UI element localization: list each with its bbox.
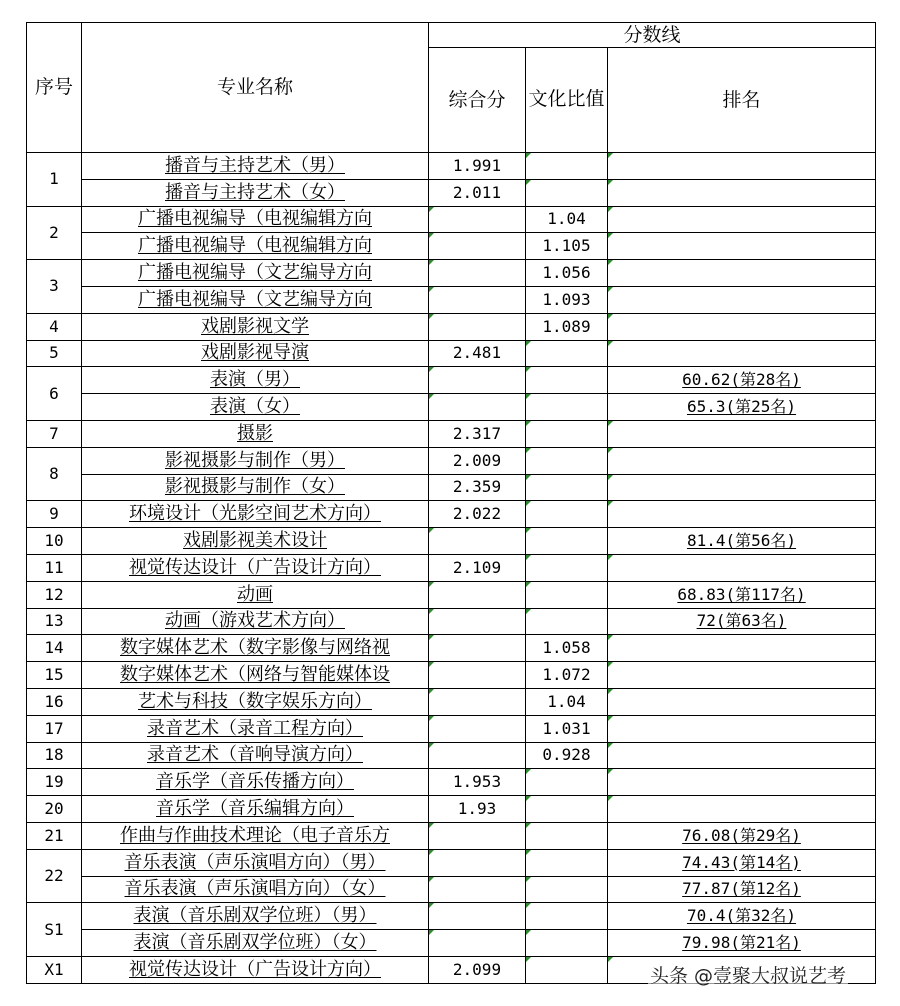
composite-score <box>429 688 526 715</box>
table-row <box>27 876 876 903</box>
row-index: 3 <box>27 260 82 314</box>
rank-value: 68.83(第117名) <box>677 584 806 604</box>
table-row <box>27 554 876 581</box>
culture-ratio <box>526 420 608 447</box>
rank-value: 70.4(第32名) <box>686 906 797 926</box>
table-row <box>27 340 876 367</box>
major-name-cell <box>82 206 429 233</box>
major-name-cell <box>82 581 429 608</box>
header-composite: 综合分 <box>429 48 526 153</box>
row-index: 2 <box>27 206 82 260</box>
composite-score <box>429 394 526 421</box>
row-index: 21 <box>27 822 82 849</box>
major-name: 影视摄影与制作（男） <box>165 449 345 471</box>
culture-ratio: 1.056 <box>526 260 608 287</box>
major-name-cell <box>82 313 429 340</box>
rank-cell <box>608 474 876 501</box>
header-score-line: 分数线 <box>429 23 876 48</box>
culture-ratio <box>526 796 608 823</box>
rank-value: 79.98(第21名) <box>682 933 801 952</box>
culture-ratio: 1.072 <box>526 662 608 689</box>
row-index: 17 <box>27 715 82 742</box>
culture-ratio <box>526 554 608 581</box>
culture-ratio <box>526 340 608 367</box>
culture-ratio <box>526 956 608 983</box>
row-index: 8 <box>27 447 82 501</box>
composite-score <box>429 876 526 903</box>
major-name-cell <box>82 420 429 447</box>
rank-cell <box>608 742 876 769</box>
composite-score <box>429 742 526 769</box>
composite-score <box>429 662 526 689</box>
composite-score: 2.481 <box>429 340 526 367</box>
row-index: 20 <box>27 796 82 823</box>
rank-cell <box>608 286 876 313</box>
table-row <box>27 635 876 662</box>
rank-cell <box>608 340 876 367</box>
composite-score <box>429 233 526 260</box>
table-row <box>27 367 876 394</box>
major-name: 广播电视编导（文艺编导方向 <box>138 288 372 310</box>
table-row <box>27 474 876 501</box>
culture-ratio <box>526 394 608 421</box>
culture-ratio <box>526 769 608 796</box>
table-row <box>27 930 876 957</box>
major-name: 广播电视编导（电视编辑方向 <box>138 235 372 257</box>
header-row-top <box>27 23 876 48</box>
major-name-cell <box>82 635 429 662</box>
header-index: 序号 <box>27 23 82 153</box>
row-index: 10 <box>27 528 82 555</box>
rank-cell <box>608 394 876 421</box>
watermark: 头条 @壹聚大叔说艺考 <box>648 961 848 988</box>
table-row <box>27 206 876 233</box>
composite-score: 1.953 <box>429 769 526 796</box>
rank-cell <box>608 796 876 823</box>
major-name-cell <box>82 179 429 206</box>
culture-ratio: 1.058 <box>526 635 608 662</box>
major-name-cell <box>82 769 429 796</box>
table-row <box>27 286 876 313</box>
major-name-cell <box>82 528 429 555</box>
major-name-cell <box>82 286 429 313</box>
score-table <box>26 22 876 984</box>
rank-cell <box>608 179 876 206</box>
composite-score <box>429 528 526 555</box>
table-row <box>27 260 876 287</box>
table-row <box>27 313 876 340</box>
major-name: 广播电视编导（电视编辑方向 <box>138 208 372 230</box>
table-row <box>27 233 876 260</box>
rank-cell <box>608 849 876 876</box>
rank-cell <box>608 715 876 742</box>
rank-cell <box>608 876 876 903</box>
composite-score: 1.93 <box>429 796 526 823</box>
culture-ratio <box>526 153 608 180</box>
major-name: 数字媒体艺术（数字影像与网络视 <box>120 637 390 659</box>
rank-cell <box>608 206 876 233</box>
composite-score: 2.359 <box>429 474 526 501</box>
rank-value: 81.4(第56名) <box>686 531 797 551</box>
row-index: 18 <box>27 742 82 769</box>
major-name: 环境设计（光影空间艺术方向） <box>129 503 381 525</box>
rank-cell <box>608 260 876 287</box>
major-name: 广播电视编导（文艺编导方向 <box>138 262 372 284</box>
header-name: 专业名称 <box>82 23 429 153</box>
culture-ratio: 1.089 <box>526 313 608 340</box>
major-name: 摄影 <box>237 422 273 444</box>
culture-ratio <box>526 474 608 501</box>
major-name-cell <box>82 956 429 983</box>
rank-cell <box>608 635 876 662</box>
composite-score: 2.317 <box>429 420 526 447</box>
rank-cell <box>608 903 876 930</box>
rank-cell <box>608 769 876 796</box>
composite-score: 2.099 <box>429 956 526 983</box>
rank-cell <box>608 822 876 849</box>
rank-value: 60.62(第28名) <box>682 370 801 390</box>
major-name: 播音与主持艺术（女） <box>165 181 345 203</box>
table-row <box>27 715 876 742</box>
culture-ratio <box>526 447 608 474</box>
header-rank: 排名 <box>608 48 876 153</box>
row-index: 12 <box>27 581 82 608</box>
major-name-cell <box>82 688 429 715</box>
major-name-cell <box>82 153 429 180</box>
rank-cell <box>608 528 876 555</box>
culture-ratio <box>526 876 608 903</box>
culture-ratio <box>526 501 608 528</box>
row-index: 13 <box>27 608 82 635</box>
composite-score <box>429 286 526 313</box>
composite-score: 2.011 <box>429 179 526 206</box>
table-row <box>27 420 876 447</box>
table-row <box>27 903 876 930</box>
culture-ratio: 1.031 <box>526 715 608 742</box>
table-row <box>27 447 876 474</box>
major-name: 影视摄影与制作（女） <box>165 476 345 498</box>
culture-ratio: 0.928 <box>526 742 608 769</box>
major-name: 戏剧影视文学 <box>201 315 309 337</box>
composite-score <box>429 608 526 635</box>
major-name-cell <box>82 394 429 421</box>
major-name: 视觉传达设计（广告设计方向） <box>129 556 381 578</box>
rank-cell <box>608 501 876 528</box>
composite-score <box>429 367 526 394</box>
major-name: 动画 <box>237 583 273 605</box>
culture-ratio <box>526 528 608 555</box>
rank-cell <box>608 233 876 260</box>
row-index: 9 <box>27 501 82 528</box>
row-index: 11 <box>27 554 82 581</box>
table-row <box>27 528 876 555</box>
rank-cell <box>608 662 876 689</box>
culture-ratio <box>526 903 608 930</box>
major-name-cell <box>82 662 429 689</box>
major-name-cell <box>82 822 429 849</box>
major-name: 播音与主持艺术（男） <box>165 154 345 176</box>
table-row <box>27 849 876 876</box>
major-name-cell <box>82 796 429 823</box>
culture-ratio <box>526 581 608 608</box>
rank-cell <box>608 420 876 447</box>
culture-ratio <box>526 608 608 635</box>
row-index: 6 <box>27 367 82 421</box>
major-name: 表演（男） <box>210 369 300 391</box>
major-name: 数字媒体艺术（网络与智能媒体设 <box>120 664 390 686</box>
rank-cell <box>608 367 876 394</box>
major-name: 作曲与作曲技术理论（电子音乐方 <box>120 824 390 846</box>
rank-cell <box>608 313 876 340</box>
row-index: 4 <box>27 313 82 340</box>
major-name: 戏剧影视导演 <box>201 342 309 364</box>
major-name: 表演（女） <box>210 396 300 418</box>
table-row <box>27 608 876 635</box>
major-name-cell <box>82 876 429 903</box>
composite-score: 1.991 <box>429 153 526 180</box>
culture-ratio <box>526 179 608 206</box>
composite-score: 2.109 <box>429 554 526 581</box>
major-name-cell <box>82 930 429 957</box>
table-row <box>27 742 876 769</box>
culture-ratio: 1.105 <box>526 233 608 260</box>
culture-ratio: 1.04 <box>526 206 608 233</box>
rank-cell <box>608 608 876 635</box>
table-row <box>27 688 876 715</box>
rank-value: 77.87(第12名) <box>682 879 801 899</box>
row-index: 14 <box>27 635 82 662</box>
major-name-cell <box>82 474 429 501</box>
major-name-cell <box>82 340 429 367</box>
row-index: 5 <box>27 340 82 367</box>
rank-value: 65.3(第25名) <box>686 397 797 417</box>
major-name-cell <box>82 608 429 635</box>
major-name: 动画（游戏艺术方向） <box>165 610 345 632</box>
row-index: 16 <box>27 688 82 715</box>
rank-cell <box>608 554 876 581</box>
major-name-cell <box>82 367 429 394</box>
composite-score <box>429 903 526 930</box>
major-name-cell <box>82 903 429 930</box>
row-index: S1 <box>27 903 82 957</box>
major-name: 音乐学（音乐编辑方向） <box>156 798 354 820</box>
rank-cell <box>608 581 876 608</box>
header-culture-ratio: 文化比值 <box>526 48 608 153</box>
rank-cell <box>608 930 876 957</box>
row-index: 22 <box>27 849 82 903</box>
major-name-cell <box>82 715 429 742</box>
table-row <box>27 394 876 421</box>
culture-ratio <box>526 822 608 849</box>
major-name-cell <box>82 742 429 769</box>
table-row <box>27 153 876 180</box>
culture-ratio: 1.093 <box>526 286 608 313</box>
rank-value: 76.08(第29名) <box>682 825 801 845</box>
rank-value: 74.43(第14名) <box>682 852 801 872</box>
major-name: 音乐表演（声乐演唱方向）（男） <box>124 851 386 873</box>
composite-score <box>429 930 526 957</box>
table-row <box>27 822 876 849</box>
composite-score <box>429 715 526 742</box>
culture-ratio <box>526 930 608 957</box>
table-row <box>27 581 876 608</box>
row-index: 1 <box>27 153 82 207</box>
major-name: 音乐学（音乐传播方向） <box>156 771 354 793</box>
major-name: 表演（音乐剧双学位班）（男） <box>133 905 377 927</box>
major-name-cell <box>82 554 429 581</box>
table-row <box>27 179 876 206</box>
table-row <box>27 662 876 689</box>
row-index: 15 <box>27 662 82 689</box>
culture-ratio <box>526 367 608 394</box>
composite-score <box>429 313 526 340</box>
composite-score <box>429 206 526 233</box>
major-name-cell <box>82 260 429 287</box>
table-row <box>27 769 876 796</box>
major-name: 音乐表演（声乐演唱方向）（女） <box>124 878 386 900</box>
rank-cell <box>608 153 876 180</box>
major-name: 戏剧影视美术设计 <box>183 530 327 552</box>
major-name-cell <box>82 233 429 260</box>
major-name: 录音艺术（录音工程方向） <box>147 717 363 739</box>
rank-value: 72(第63名) <box>696 611 787 631</box>
row-index: 19 <box>27 769 82 796</box>
major-name: 表演（音乐剧双学位班）（女） <box>133 932 377 953</box>
composite-score <box>429 849 526 876</box>
rank-cell <box>608 447 876 474</box>
rank-cell <box>608 688 876 715</box>
composite-score: 2.009 <box>429 447 526 474</box>
major-name: 视觉传达设计（广告设计方向） <box>129 958 381 980</box>
composite-score <box>429 635 526 662</box>
culture-ratio <box>526 849 608 876</box>
major-name-cell <box>82 849 429 876</box>
major-name: 录音艺术（音响导演方向） <box>147 744 363 766</box>
culture-ratio: 1.04 <box>526 688 608 715</box>
composite-score <box>429 581 526 608</box>
composite-score <box>429 260 526 287</box>
row-index: X1 <box>27 956 82 983</box>
table-row <box>27 796 876 823</box>
composite-score: 2.022 <box>429 501 526 528</box>
major-name-cell <box>82 447 429 474</box>
table-row <box>27 501 876 528</box>
row-index: 7 <box>27 420 82 447</box>
major-name-cell <box>82 501 429 528</box>
major-name: 艺术与科技（数字娱乐方向） <box>138 690 372 712</box>
composite-score <box>429 822 526 849</box>
